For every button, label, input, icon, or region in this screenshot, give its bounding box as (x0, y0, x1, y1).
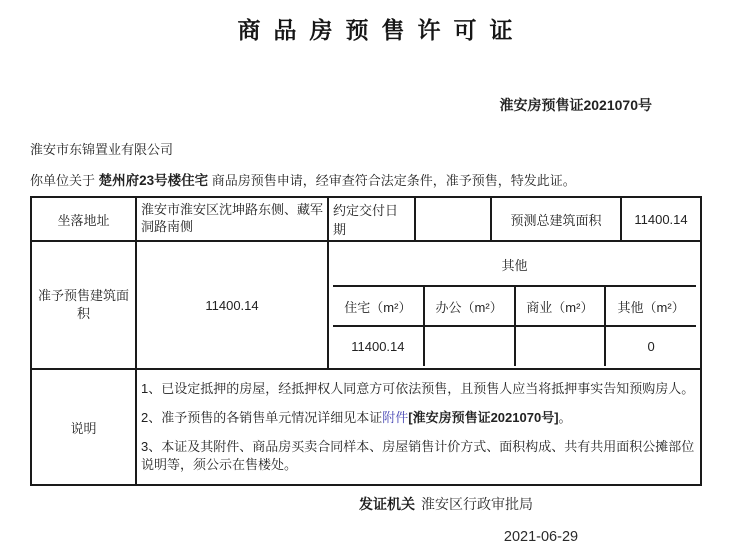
notes-label: 说明 (31, 369, 136, 485)
presale-area-value: 11400.14 (136, 241, 328, 369)
presale-area-label: 准予预售建筑面积 (31, 241, 136, 369)
permit-table (30, 196, 702, 486)
delivery-date-label: 约定交付日期 (328, 197, 415, 241)
approval-statement-prefix: 你单位关于 (30, 173, 99, 188)
note-2-prefix: 2、准予预售的各销售单元情况详细见本证 (141, 410, 383, 426)
office-value (424, 326, 515, 366)
note-1: 1、已设定抵押的房屋，经抵押权人同意方可依法预售，且预售人应当将抵押事实告知预购房人。 (141, 381, 695, 397)
address-value: 淮安市淮安区沈坤路东侧、藏军洞路南侧 (136, 197, 328, 241)
table-row (333, 326, 696, 366)
attachment-link[interactable]: 附件 (382, 410, 409, 426)
table-row (333, 244, 696, 286)
note-2-cert-ref: [淮安房预售证2021070号] (408, 410, 559, 426)
address-label: 坐落地址 (31, 197, 136, 241)
other-col-header: 其他（m²） (605, 286, 696, 326)
table-row (333, 286, 696, 326)
issuing-authority (0, 494, 750, 514)
note-2 (141, 409, 696, 427)
document-title: 商品房预售许可证 (237, 17, 526, 43)
other-header: 其他 (333, 244, 696, 286)
issuing-authority-label: 发证机关 (359, 496, 415, 512)
total-area-value: 11400.14 (621, 197, 701, 241)
note-2-suffix: 。 (558, 410, 572, 426)
area-breakdown-table (333, 244, 696, 366)
project-name: 楚州府23号楼住宅 (98, 173, 209, 188)
table-row (31, 241, 701, 369)
delivery-date-value (415, 197, 491, 241)
approval-statement-suffix: 商品房预售申请，经审查符合法定条件，准予预售，特发此证。 (208, 173, 576, 188)
certificate-number: 淮安房预售证2021070号 (499, 97, 652, 113)
residential-header: 住宅（m²） (333, 286, 424, 326)
residential-value: 11400.14 (333, 326, 424, 366)
commercial-header: 商业（m²） (515, 286, 606, 326)
notes-content (136, 369, 701, 485)
total-area-label: 预测总建筑面积 (491, 197, 621, 241)
table-row (31, 369, 701, 485)
approval-statement (30, 169, 730, 189)
other-col-value: 0 (605, 326, 696, 366)
issuing-authority-value: 淮安区行政审批局 (421, 496, 533, 512)
issue-date: 2021-06-29 (503, 529, 579, 545)
commercial-value (515, 326, 606, 366)
area-breakdown (328, 241, 701, 369)
company-name: 淮安市东锦置业有限公司 (30, 142, 174, 157)
table-row (31, 197, 701, 241)
office-header: 办公（m²） (424, 286, 515, 326)
note-3: 3、本证及其附件、商品房买卖合同样本、房屋销售计价方式、面积构成、共有共用面积公摊部位说明等，须公示在售楼处。 (141, 439, 695, 472)
